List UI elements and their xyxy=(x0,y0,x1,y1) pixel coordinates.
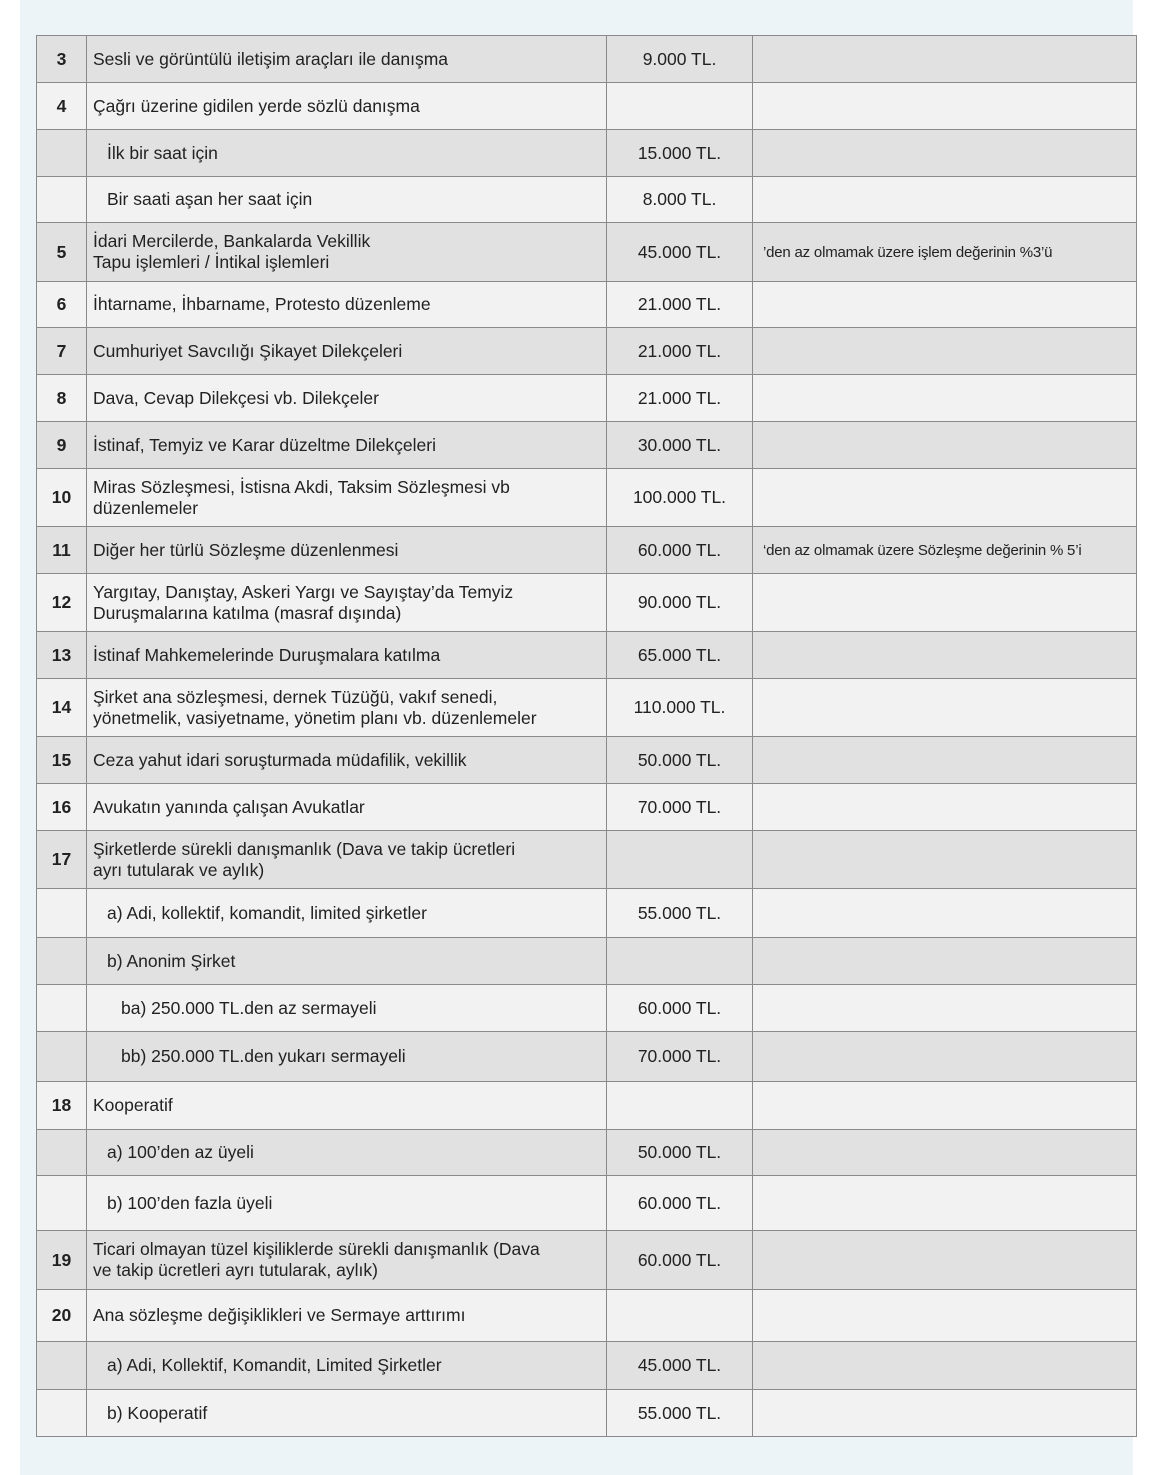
row-number: 3 xyxy=(37,36,87,83)
row-number xyxy=(37,1130,87,1176)
row-description: a) Adi, Kollektif, Komandit, Limited Şirketler xyxy=(87,1342,607,1390)
table-row xyxy=(37,282,1137,328)
row-fee: 55.000 TL. xyxy=(607,1390,753,1437)
row-description: a) Adi, kollektif, komandit, limited şirketler xyxy=(87,889,607,938)
row-number: 8 xyxy=(37,375,87,422)
table-row xyxy=(37,1390,1137,1437)
row-description: Dava, Cevap Dilekçesi vb. Dilekçeler xyxy=(87,375,607,422)
table-row xyxy=(37,469,1137,527)
row-description: Miras Sözleşmesi, İstisna Akdi, Taksim Sözleşmesi vb düzenlemeler xyxy=(87,469,607,527)
row-fee xyxy=(607,1290,753,1342)
row-number xyxy=(37,1342,87,1390)
row-note xyxy=(753,938,1137,985)
table-row xyxy=(37,83,1137,130)
row-note xyxy=(753,328,1137,375)
row-fee: 110.000 TL. xyxy=(607,679,753,737)
row-description: ba) 250.000 TL.den az sermayeli xyxy=(87,985,607,1032)
row-note xyxy=(753,1342,1137,1390)
row-note xyxy=(753,784,1137,831)
row-fee: 50.000 TL. xyxy=(607,737,753,784)
row-description: b) Kooperatif xyxy=(87,1390,607,1437)
row-number xyxy=(37,177,87,223)
row-number: 5 xyxy=(37,223,87,282)
row-note: ‘den az olmamak üzere Sözleşme değerinin % 5’i xyxy=(753,527,1137,574)
row-note xyxy=(753,469,1137,527)
row-fee: 21.000 TL. xyxy=(607,328,753,375)
row-fee: 65.000 TL. xyxy=(607,632,753,679)
table-row xyxy=(37,679,1137,737)
row-note xyxy=(753,422,1137,469)
table-row xyxy=(37,328,1137,375)
row-description: Cumhuriyet Savcılığı Şikayet Dilekçeleri xyxy=(87,328,607,375)
row-number xyxy=(37,889,87,938)
row-note xyxy=(753,1082,1137,1130)
row-number: 18 xyxy=(37,1082,87,1130)
row-number xyxy=(37,1176,87,1231)
table-row xyxy=(37,177,1137,223)
row-description: Çağrı üzerine gidilen yerde sözlü danışma xyxy=(87,83,607,130)
row-description: b) Anonim Şirket xyxy=(87,938,607,985)
table-row xyxy=(37,574,1137,632)
row-number: 16 xyxy=(37,784,87,831)
table-row xyxy=(37,1130,1137,1176)
row-number: 11 xyxy=(37,527,87,574)
fee-table-body xyxy=(37,36,1137,1437)
row-fee: 21.000 TL. xyxy=(607,375,753,422)
row-number: 14 xyxy=(37,679,87,737)
table-row xyxy=(37,1290,1137,1342)
row-description: İhtarname, İhbarname, Protesto düzenleme xyxy=(87,282,607,328)
row-number: 4 xyxy=(37,83,87,130)
row-description: a) 100’den az üyeli xyxy=(87,1130,607,1176)
row-note xyxy=(753,1032,1137,1082)
row-number xyxy=(37,985,87,1032)
table-row xyxy=(37,527,1137,574)
row-fee xyxy=(607,831,753,889)
row-fee xyxy=(607,938,753,985)
row-description: bb) 250.000 TL.den yukarı sermayeli xyxy=(87,1032,607,1082)
row-fee: 9.000 TL. xyxy=(607,36,753,83)
row-description: Diğer her türlü Sözleşme düzenlenmesi xyxy=(87,527,607,574)
row-description: Ceza yahut idari soruşturmada müdafilik, vekillik xyxy=(87,737,607,784)
table-row xyxy=(37,632,1137,679)
row-note xyxy=(753,375,1137,422)
row-number: 17 xyxy=(37,831,87,889)
row-note xyxy=(753,574,1137,632)
row-number: 13 xyxy=(37,632,87,679)
table-row xyxy=(37,889,1137,938)
row-number xyxy=(37,938,87,985)
table-row xyxy=(37,130,1137,177)
row-number: 12 xyxy=(37,574,87,632)
table-row xyxy=(37,1231,1137,1290)
row-note xyxy=(753,1176,1137,1231)
row-description: Ticari olmayan tüzel kişiliklerde sürekli danışmanlık (Dava ve takip ücretleri ayrı tutularak, aylık) xyxy=(87,1231,607,1290)
row-fee: 8.000 TL. xyxy=(607,177,753,223)
row-note xyxy=(753,679,1137,737)
row-fee: 70.000 TL. xyxy=(607,1032,753,1082)
table-row xyxy=(37,737,1137,784)
row-fee xyxy=(607,1082,753,1130)
row-number: 19 xyxy=(37,1231,87,1290)
row-fee: 60.000 TL. xyxy=(607,985,753,1032)
table-row xyxy=(37,831,1137,889)
row-description: İstinaf, Temyiz ve Karar düzeltme Dilekçeleri xyxy=(87,422,607,469)
table-row xyxy=(37,784,1137,831)
table-row xyxy=(37,1082,1137,1130)
row-fee: 100.000 TL. xyxy=(607,469,753,527)
table-row xyxy=(37,375,1137,422)
row-note xyxy=(753,177,1137,223)
row-description: Yargıtay, Danıştay, Askeri Yargı ve Sayıştay’da Temyiz Duruşmalarına katılma (masraf dışında) xyxy=(87,574,607,632)
row-fee: 30.000 TL. xyxy=(607,422,753,469)
row-description: Sesli ve görüntülü iletişim araçları ile danışma xyxy=(87,36,607,83)
row-number: 6 xyxy=(37,282,87,328)
row-fee: 70.000 TL. xyxy=(607,784,753,831)
table-row xyxy=(37,1342,1137,1390)
row-description: Bir saati aşan her saat için xyxy=(87,177,607,223)
row-fee: 21.000 TL. xyxy=(607,282,753,328)
row-note: ’den az olmamak üzere işlem değerinin %3’ü xyxy=(753,223,1137,282)
row-note xyxy=(753,282,1137,328)
row-description: Ana sözleşme değişiklikleri ve Sermaye arttırımı xyxy=(87,1290,607,1342)
row-fee: 15.000 TL. xyxy=(607,130,753,177)
row-description: b) 100’den fazla üyeli xyxy=(87,1176,607,1231)
row-fee: 60.000 TL. xyxy=(607,1176,753,1231)
table-row xyxy=(37,938,1137,985)
row-fee: 45.000 TL. xyxy=(607,1342,753,1390)
row-note xyxy=(753,889,1137,938)
fee-table xyxy=(36,35,1137,1437)
row-description: Kooperatif xyxy=(87,1082,607,1130)
row-note xyxy=(753,36,1137,83)
row-number: 15 xyxy=(37,737,87,784)
row-description: Şirket ana sözleşmesi, dernek Tüzüğü, vakıf senedi, yönetmelik, vasiyetname, yönetim planı vb. düzenlemeler xyxy=(87,679,607,737)
row-number: 10 xyxy=(37,469,87,527)
row-fee: 60.000 TL. xyxy=(607,527,753,574)
table-row xyxy=(37,422,1137,469)
row-description: Avukatın yanında çalışan Avukatlar xyxy=(87,784,607,831)
row-note xyxy=(753,737,1137,784)
row-number xyxy=(37,1032,87,1082)
row-description: İlk bir saat için xyxy=(87,130,607,177)
row-description: İdari Mercilerde, Bankalarda Vekillik Tapu işlemleri / İntikal işlemleri xyxy=(87,223,607,282)
row-number xyxy=(37,1390,87,1437)
table-row xyxy=(37,1176,1137,1231)
row-note xyxy=(753,632,1137,679)
row-note xyxy=(753,985,1137,1032)
row-fee: 45.000 TL. xyxy=(607,223,753,282)
row-description: Şirketlerde sürekli danışmanlık (Dava ve takip ücretleri ayrı tutularak ve aylık) xyxy=(87,831,607,889)
table-row xyxy=(37,223,1137,282)
row-note xyxy=(753,1130,1137,1176)
row-fee: 50.000 TL. xyxy=(607,1130,753,1176)
row-note xyxy=(753,1231,1137,1290)
row-fee: 90.000 TL. xyxy=(607,574,753,632)
table-row xyxy=(37,36,1137,83)
table-row xyxy=(37,985,1137,1032)
row-fee: 55.000 TL. xyxy=(607,889,753,938)
row-note xyxy=(753,831,1137,889)
table-row xyxy=(37,1032,1137,1082)
row-note xyxy=(753,1390,1137,1437)
row-fee xyxy=(607,83,753,130)
row-number xyxy=(37,130,87,177)
row-note xyxy=(753,83,1137,130)
row-note xyxy=(753,1290,1137,1342)
row-number: 9 xyxy=(37,422,87,469)
row-number: 7 xyxy=(37,328,87,375)
row-description: İstinaf Mahkemelerinde Duruşmalara katılma xyxy=(87,632,607,679)
row-fee: 60.000 TL. xyxy=(607,1231,753,1290)
row-number: 20 xyxy=(37,1290,87,1342)
row-note xyxy=(753,130,1137,177)
